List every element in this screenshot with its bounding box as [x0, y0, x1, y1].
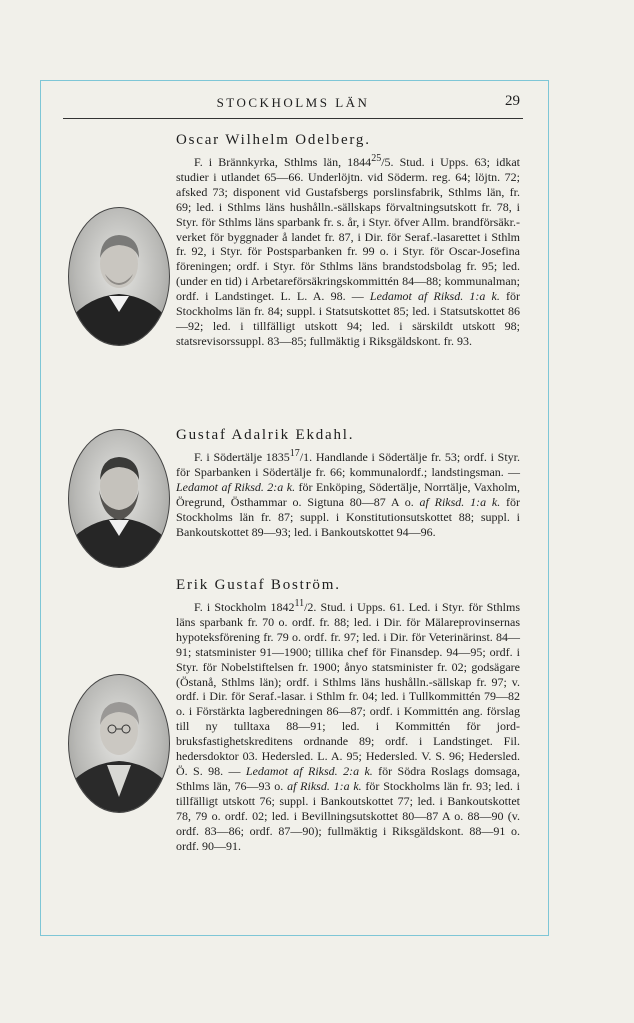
entry-text: F. i Stockholm 1842$^{11}$/2. Stud. i Upps. 61. Led. i Styr. för Sthlms läns sparbank fr. 70 o. ordf. fr. 88; led. i Dir. för Mälareprovinsernas hypoteksförening fr. 79 o. ordf. fr. 97; led. i Dir. för Veterinärinst. 84—91; statsminister 91—1900; tillika chef för Finansdep. 94—95; ordf. i Styr. för Nobelstiftelsen fr. 1900; ånyo statsminister fr. 02; godsägare (Östanå, Sthlms län); ordf. i Sthlms läns hushålln.-sällskap fr. 97; v. ordf. i Dir. för Seraf.-lasar. i Sthlm fr. 04; led. i Tullkommittén 79—82 o. i Förstärkta lagberedningen 86—87; ordf. i Kommittén ang. förslag till ny tulltaxa 88—91; led. i Kommittén för jordbruksfastighetskreditens ordnande 89; ordf. i Landstinget. Fil. hedersdoktor 03. Hedersled. L. A. 95; Hedersled. V. S. 96; Hedersled. Ö. S. 98. — Ledamot af Riksd. 2:a k. för Södra Roslags domsaga, Sthlms län, 76—93 o. af Riksd. 1:a k. för Stockholms län fr. 93; led. i tillfälligt utskott 76; suppl. i Bankoutskottet 77; led. i Bankoutskottet 78, 79 o. ordf. 02; led. i Bevillningsutskottet 80—87 A o. 88—90 (v. ordf. 83—86; ordf. 87—90); fullmäktig i Riksgäldskont. 88—91 o. ordf. 90—91.: [176, 598, 520, 853]
running-title: STOCKHOLMS LÄN: [216, 95, 370, 110]
page-number: 29: [505, 93, 520, 109]
entry-text: F. i Södertälje 1835$^{17}$/1. Handlande i Södertälje fr. 53; ordf. i Styr. för Sparbanken i Södertälje fr. 66; kommunalordf.; landstingsman. — Ledamot af Riksd. 2:a k. för Enköping, Södertälje, Norrtälje, Vaxholm, Öregrund, Östhammar o. Sigtuna 80—87 A o. af Riksd. 1:a k. för Stockholms län fr. 87; suppl. i Konstitutionsutskottet 88; suppl. i Bankoutskottet 89—93; led. i Bankoutskottet 94—96.: [176, 448, 520, 539]
portrait-photo-odelberg: [68, 207, 170, 346]
entry-name: Erik Gustaf Boström.: [176, 577, 341, 593]
portrait-photo-icon: [69, 675, 169, 812]
portrait-photo-icon: [69, 430, 169, 567]
portrait-photo-ekdahl: [68, 429, 170, 568]
entry-text: F. i Brännkyrka, Sthlms län, 1844$^{25}$/5. Stud. i Upps. 63; idkat studier i utlandet 65—66. Underlöjtn. vid Söderm. reg. 64; löjtn. 72; afsked 73; disponent vid Gustafsbergs porslinsfabrik, Sthlms län, fr. 69; led. i Sthlms läns hushålln.-sällskaps förvaltningsutskott fr. 78, i Styr. för Sthlms läns sparbank fr. s. år, i Styr. öfver Allm. brandförsäkr.-verket för byggnader å landet fr. 87, i Dir. för Seraf.-lasarettet i Sthlm fr. 92, i Styr. för Postsparbanken fr. 99 o. i Styr. för Oscar-Josefina föreningen; ordf. i Styr. för Sthlms läns brandstodsbolag fr. 95; led. (under en tid) i Arbetareförsäkringskommittén 84—88; kommunalman; ordf. i Landstinget. L. L. A. 98. — Ledamot af Riksd. 1:a k. för Stockholms län fr. 84; suppl. i Statsutskottet 85; led. i Statsutskottet 86—92; led. i tillfälligt utskott 94; led. i särskildt utskott 98; statsrevisorssuppl. 83—85; fullmäktig i Riksgäldskont. fr. 93.: [176, 153, 521, 348]
header-rule: [63, 118, 523, 119]
entry-name: Oscar Wilhelm Odelberg.: [176, 132, 371, 148]
portrait-photo-icon: [69, 208, 169, 345]
entry-name: Gustaf Adalrik Ekdahl.: [176, 427, 355, 443]
running-head: [60, 95, 526, 117]
portrait-photo-bostrom: [68, 674, 170, 813]
